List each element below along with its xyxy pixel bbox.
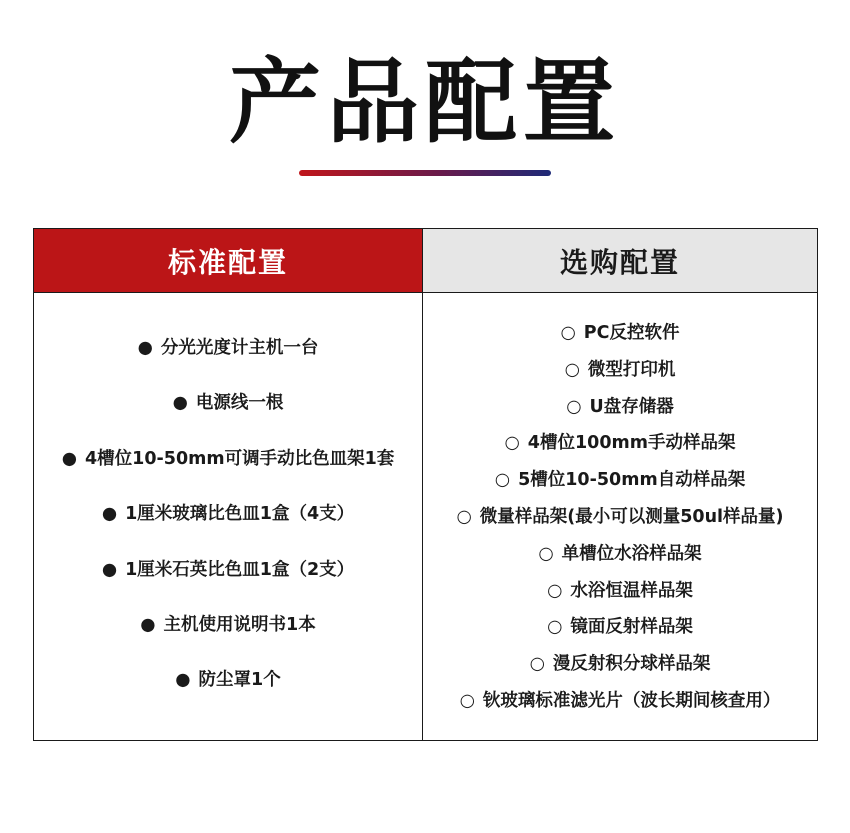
hollow-bullet-icon: ○ — [547, 580, 563, 601]
title-underline — [299, 170, 551, 176]
hollow-bullet-icon: ○ — [529, 654, 545, 675]
hollow-bullet-icon: ○ — [459, 690, 475, 711]
hollow-bullet-icon: ○ — [547, 617, 563, 638]
list-item — [423, 315, 817, 352]
hollow-bullet-icon: ○ — [566, 396, 582, 417]
hollow-bullet-icon: ○ — [538, 543, 554, 564]
list-item — [34, 543, 422, 598]
filled-bullet-icon: ● — [137, 338, 153, 358]
list-item-text: 钬玻璃标准滤光片（波长期间核查用） — [482, 690, 781, 711]
list-item-text: 分光光度计主机一台 — [160, 338, 319, 358]
list-item — [423, 499, 817, 536]
optional-config-header: 选购配置 — [423, 229, 817, 293]
list-item-text: 镜面反射样品架 — [570, 617, 693, 638]
list-item — [34, 653, 422, 708]
list-item — [34, 321, 422, 376]
list-item-text: 微型打印机 — [587, 359, 676, 380]
standard-config-header: 标准配置 — [34, 229, 422, 293]
filled-bullet-icon: ● — [140, 614, 156, 635]
list-item-text: 1厘米玻璃比色皿1盒（4支） — [125, 504, 355, 525]
config-table — [33, 228, 818, 741]
list-item — [423, 352, 817, 389]
list-item-text: 4槽位100mm手动样品架 — [527, 433, 736, 454]
list-item-text: 1厘米石英比色皿1盒（2支） — [125, 559, 355, 580]
filled-bullet-icon: ● — [101, 559, 118, 580]
list-item-text: 主机使用说明书1本 — [163, 614, 316, 635]
list-item-text: 4槽位10-50mm可调手动比色皿架1套 — [84, 448, 395, 469]
hollow-bullet-icon: ○ — [456, 506, 472, 527]
list-item-text: 微量样品架(最小可以测量50ul样品量) — [479, 506, 784, 527]
list-item-text: PC反控软件 — [583, 323, 680, 343]
list-item-text: 电源线一根 — [195, 393, 284, 414]
list-item — [423, 646, 817, 683]
page-title: 产品配置 — [228, 49, 621, 156]
filled-bullet-icon: ● — [61, 448, 77, 469]
list-item — [423, 425, 817, 462]
list-item — [34, 432, 422, 487]
list-item — [423, 609, 817, 646]
list-item-text: 漫反射积分球样品架 — [552, 654, 711, 675]
hollow-bullet-icon: ○ — [564, 359, 580, 380]
list-item — [423, 683, 817, 720]
list-item — [34, 487, 422, 542]
hollow-bullet-icon: ○ — [494, 470, 511, 491]
list-item-text: 防尘罩1个 — [198, 670, 281, 691]
hollow-bullet-icon: ○ — [504, 433, 520, 454]
optional-config-list — [423, 315, 817, 720]
list-item-text: 单槽位水浴样品架 — [561, 543, 702, 564]
list-item — [423, 389, 817, 426]
list-item — [34, 598, 422, 653]
list-item — [423, 573, 817, 610]
list-item-text: 水浴恒温样品架 — [570, 580, 693, 601]
hollow-bullet-icon: ○ — [560, 323, 576, 343]
list-item — [34, 376, 422, 431]
list-item-text: U盘存储器 — [589, 396, 674, 417]
filled-bullet-icon: ● — [172, 393, 188, 414]
list-item — [423, 462, 817, 499]
list-item-text: 5槽位10-50mm自动样品架 — [518, 470, 746, 491]
filled-bullet-icon: ● — [101, 504, 118, 525]
standard-config-list — [34, 321, 422, 709]
list-item — [423, 536, 817, 573]
standard-config-column — [34, 229, 423, 740]
filled-bullet-icon: ● — [175, 670, 191, 691]
optional-config-column — [423, 229, 817, 740]
